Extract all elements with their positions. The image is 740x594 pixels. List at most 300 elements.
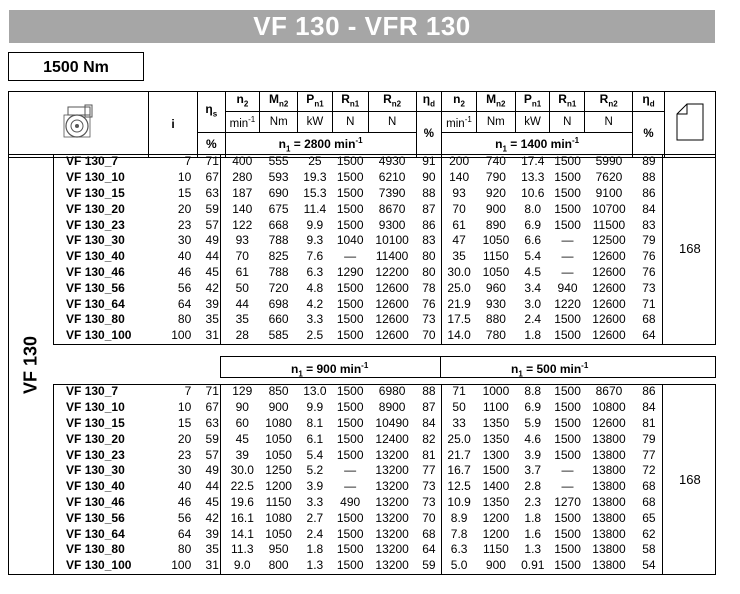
- value-cell: 1500: [554, 217, 581, 232]
- value-cell: 23: [177, 447, 192, 462]
- value-cell: 73: [422, 494, 436, 509]
- model-cell: VF 130_40: [66, 479, 125, 494]
- value-cell: 81: [642, 415, 656, 430]
- value-cell: 83: [642, 217, 656, 232]
- row-ref-spacer: [665, 431, 716, 447]
- value-cell: 25.0: [447, 431, 471, 446]
- row-ref-spacer: [665, 384, 716, 400]
- value-cell: 13800: [592, 558, 626, 573]
- value-cell: 35: [452, 249, 466, 264]
- row-spacer: [8, 233, 54, 249]
- value-cell: 64: [177, 296, 192, 311]
- value-cell: 21.7: [447, 447, 471, 462]
- value-cell: 3.4: [524, 280, 542, 295]
- model-cell: VF 130_15: [66, 415, 125, 430]
- value-cell: 84: [642, 201, 656, 216]
- value-cell: 59: [205, 431, 219, 446]
- n2-header-a: $n_2$: [225, 92, 260, 112]
- row-ref-spacer: [665, 233, 716, 249]
- value-cell: 88: [422, 384, 436, 399]
- value-cell: 35: [205, 312, 219, 327]
- header-table: [8, 91, 716, 158]
- value-cell: 87: [422, 201, 436, 216]
- value-cell: 67: [205, 170, 219, 185]
- table-row: [8, 558, 716, 574]
- value-cell: 1050: [265, 447, 292, 462]
- value-cell: 30.0: [447, 264, 471, 279]
- table-row: [8, 447, 716, 463]
- value-cell: 4.6: [524, 431, 542, 446]
- value-cell: 30.0: [230, 463, 254, 478]
- value-cell: 1.3: [524, 542, 542, 557]
- value-cell: 13800: [592, 494, 626, 509]
- value-cell: 86: [642, 384, 656, 399]
- value-cell: 87: [422, 400, 436, 415]
- value-cell: 7: [184, 154, 192, 169]
- model-cell: VF 130_7: [66, 154, 119, 169]
- value-cell: 9300: [378, 217, 406, 232]
- value-cell: 11500: [592, 217, 626, 232]
- value-cell: 4930: [378, 154, 406, 169]
- value-cell: 1050: [265, 526, 292, 541]
- value-cell: 83: [422, 233, 436, 248]
- model-cell: VF 130_64: [66, 526, 125, 541]
- value-cell: 12600: [375, 312, 409, 327]
- value-cell: 675: [268, 201, 289, 216]
- value-cell: 1500: [336, 400, 364, 415]
- value-cell: 39: [235, 447, 249, 462]
- value-cell: 1500: [336, 431, 364, 446]
- value-cell: 56: [177, 510, 192, 525]
- value-cell: 12400: [375, 431, 409, 446]
- speed-bar-divider: [440, 356, 441, 378]
- value-cell: 10800: [592, 400, 626, 415]
- table-row: [8, 495, 716, 511]
- series-side-label: VF 130: [8, 154, 53, 575]
- unit-pct-b: %: [633, 112, 665, 157]
- value-cell: 70: [422, 510, 436, 525]
- model-cell: VF 130_15: [66, 185, 125, 200]
- value-cell: 44: [235, 296, 249, 311]
- value-cell: 60: [235, 415, 249, 430]
- value-cell: 42: [205, 280, 219, 295]
- row-spacer: [8, 280, 54, 296]
- value-cell: 100: [171, 558, 192, 573]
- table-row: [8, 233, 716, 249]
- value-cell: 61: [235, 264, 249, 279]
- n2-header-b: $n_2$: [442, 92, 477, 112]
- value-cell: 76: [422, 296, 436, 311]
- value-cell: 880: [485, 312, 506, 327]
- row-ref-spacer: [665, 217, 716, 233]
- model-cell: VF 130_56: [66, 510, 125, 525]
- value-cell: 720: [268, 280, 289, 295]
- value-cell: 6.6: [524, 233, 542, 248]
- row-spacer: [8, 416, 54, 432]
- table-row: [8, 249, 716, 265]
- value-cell: 1350: [482, 431, 510, 446]
- value-cell: 10490: [375, 415, 409, 430]
- value-cell: 1150: [483, 542, 509, 557]
- row-ref-spacer: [665, 154, 716, 170]
- value-cell: 1500: [336, 415, 364, 430]
- table-row: [8, 542, 716, 558]
- value-cell: 9.0: [233, 558, 251, 573]
- value-cell: 67: [205, 400, 219, 415]
- model-cell: VF 130_40: [66, 249, 125, 264]
- model-cell: VF 130_100: [66, 328, 132, 343]
- value-cell: 73: [422, 479, 436, 494]
- row-ref-spacer: [665, 280, 716, 296]
- value-cell: 1500: [336, 280, 364, 295]
- unit-nm-b: Nm: [476, 112, 515, 133]
- value-cell: 70: [452, 201, 466, 216]
- value-cell: 1350: [482, 494, 510, 509]
- value-cell: 1050: [482, 264, 510, 279]
- row-ref-spacer: [665, 249, 716, 265]
- value-cell: 2.7: [306, 510, 324, 525]
- value-cell: 1500: [482, 463, 510, 478]
- value-cell: 900: [485, 201, 506, 216]
- value-cell: —: [561, 233, 574, 248]
- value-cell: 788: [268, 264, 289, 279]
- value-cell: 44: [205, 249, 219, 264]
- value-cell: 1500: [336, 154, 364, 169]
- value-cell: 39: [205, 526, 219, 541]
- value-cell: 19.6: [230, 494, 254, 509]
- pn1-header-a: $P_{n1}$: [298, 92, 333, 112]
- unit-n2-a: N: [368, 112, 416, 133]
- value-cell: 660: [268, 312, 289, 327]
- value-cell: 1100: [483, 400, 509, 415]
- row-ref-spacer: [665, 296, 716, 312]
- row-spacer: [8, 400, 54, 416]
- value-cell: 10700: [592, 201, 626, 216]
- value-cell: 80: [177, 312, 192, 327]
- value-cell: 850: [268, 384, 289, 399]
- value-cell: 12600: [375, 296, 409, 311]
- value-cell: 45: [205, 494, 219, 509]
- speed-1400-label: $n_1 = 1400$ $\min^{-1}$: [442, 133, 633, 157]
- value-cell: 6210: [378, 170, 406, 185]
- table-row: [8, 479, 716, 495]
- value-cell: 800: [268, 558, 289, 573]
- model-cell: VF 130_100: [66, 558, 132, 573]
- value-cell: 59: [205, 201, 219, 216]
- value-cell: 90: [422, 170, 436, 185]
- value-cell: 585: [268, 328, 289, 343]
- table-row: [8, 296, 716, 312]
- value-cell: 57: [205, 447, 219, 462]
- value-cell: 930: [485, 296, 506, 311]
- value-cell: 790: [485, 170, 506, 185]
- value-cell: 82: [422, 431, 436, 446]
- model-cell: VF 130_80: [66, 542, 125, 557]
- value-cell: 8900: [378, 400, 406, 415]
- value-cell: 780: [485, 328, 506, 343]
- value-cell: 960: [485, 280, 506, 295]
- value-cell: 40: [177, 249, 192, 264]
- value-cell: 9.3: [306, 233, 324, 248]
- value-cell: 33: [452, 415, 466, 430]
- value-cell: 13800: [592, 431, 626, 446]
- value-cell: 14.1: [230, 526, 254, 541]
- value-cell: 30: [177, 233, 192, 248]
- value-cell: —: [561, 249, 574, 264]
- value-cell: 21.9: [447, 296, 471, 311]
- value-cell: 1050: [265, 431, 292, 446]
- row-ref-spacer: [665, 510, 716, 526]
- value-cell: 88: [642, 170, 656, 185]
- unit-nm-a: Nm: [260, 112, 298, 133]
- value-cell: 900: [268, 400, 289, 415]
- value-cell: 1220: [554, 296, 581, 311]
- value-cell: 5.2: [306, 463, 324, 478]
- value-cell: 71: [205, 154, 219, 169]
- value-cell: 3.3: [306, 312, 324, 327]
- page-ref-top: 168: [679, 241, 701, 256]
- unit-n1-b: N: [550, 112, 585, 133]
- row-spacer: [8, 201, 54, 217]
- value-cell: 1500: [336, 185, 364, 200]
- row-ref-spacer: [665, 542, 716, 558]
- value-cell: 71: [642, 296, 656, 311]
- value-cell: 8.0: [524, 201, 542, 216]
- value-cell: 1500: [554, 542, 581, 557]
- value-cell: 13200: [375, 479, 409, 494]
- value-cell: 79: [642, 233, 656, 248]
- mn2-header-b: $M_{n2}$: [476, 92, 515, 112]
- value-cell: 45: [235, 431, 249, 446]
- unit-min-b: $\min^{-1}$: [442, 112, 477, 133]
- value-cell: 49: [205, 233, 219, 248]
- value-cell: 1300: [482, 447, 510, 462]
- value-cell: 5.4: [524, 249, 542, 264]
- value-cell: 940: [557, 280, 578, 295]
- rn2-header-a: $R_{n2}$: [368, 92, 416, 112]
- row-spacer: [8, 495, 54, 511]
- value-cell: 17.5: [447, 312, 471, 327]
- unit-kw-b: kW: [515, 112, 550, 133]
- value-cell: 1500: [554, 328, 581, 343]
- value-cell: 15: [177, 185, 192, 200]
- row-ref-spacer: [665, 479, 716, 495]
- row-spacer: [8, 186, 54, 202]
- value-cell: 71: [205, 384, 219, 399]
- value-cell: 100: [171, 328, 192, 343]
- value-cell: 400: [232, 154, 253, 169]
- value-cell: 6.1: [306, 431, 324, 446]
- value-cell: 15.3: [303, 185, 327, 200]
- value-cell: 68: [422, 526, 436, 541]
- value-cell: 58: [642, 542, 656, 557]
- ratio-header: i: [148, 92, 197, 158]
- value-cell: —: [344, 249, 357, 264]
- value-cell: 1080: [265, 510, 292, 525]
- value-cell: 1500: [554, 170, 581, 185]
- sep-upper: [220, 154, 221, 345]
- value-cell: 3.9: [524, 447, 542, 462]
- value-cell: 20: [177, 201, 192, 216]
- table-row: [8, 265, 716, 281]
- row-spacer: [8, 447, 54, 463]
- value-cell: 1040: [336, 233, 364, 248]
- row-spacer: [8, 328, 54, 344]
- table-row: [8, 400, 716, 416]
- value-cell: 15: [177, 415, 192, 430]
- row-spacer: [8, 170, 54, 186]
- value-cell: 2.4: [524, 312, 542, 327]
- value-cell: 25.0: [447, 280, 471, 295]
- speed-bar-lower: [220, 356, 716, 378]
- value-cell: 1150: [265, 494, 292, 509]
- value-cell: 7.6: [306, 249, 324, 264]
- data-table-upper: [8, 154, 716, 344]
- value-cell: 91: [422, 154, 436, 169]
- value-cell: 13200: [375, 510, 409, 525]
- model-cell: VF 130_20: [66, 431, 125, 446]
- value-cell: 1500: [554, 526, 581, 541]
- torque-label: 1500 Nm: [8, 52, 144, 81]
- value-cell: 668: [268, 217, 289, 232]
- mn2-header-a: $M_{n2}$: [260, 92, 298, 112]
- value-cell: 12600: [592, 328, 626, 343]
- value-cell: 2.5: [306, 328, 324, 343]
- row-ref-spacer: [665, 447, 716, 463]
- value-cell: 1270: [554, 494, 581, 509]
- value-cell: 2.4: [306, 526, 324, 541]
- model-cell: VF 130_10: [66, 400, 125, 415]
- value-cell: 4.2: [306, 296, 324, 311]
- value-cell: 5.0: [450, 558, 468, 573]
- value-cell: 1500: [336, 328, 364, 343]
- value-cell: 13.0: [303, 384, 327, 399]
- row-spacer: [8, 526, 54, 542]
- value-cell: 23: [177, 217, 192, 232]
- value-cell: 72: [642, 463, 656, 478]
- value-cell: 68: [642, 312, 656, 327]
- value-cell: 900: [485, 558, 506, 573]
- value-cell: 1500: [554, 558, 581, 573]
- row-ref-spacer: [665, 463, 716, 479]
- value-cell: 2.8: [524, 479, 542, 494]
- value-cell: 6.3: [450, 542, 468, 557]
- page-icon-cell: [664, 92, 715, 158]
- value-cell: 129: [232, 384, 253, 399]
- value-cell: 93: [235, 233, 249, 248]
- row-ref-spacer: [665, 312, 716, 328]
- model-cell: VF 130_30: [66, 463, 125, 478]
- value-cell: 73: [642, 280, 656, 295]
- value-cell: 45: [205, 264, 219, 279]
- value-cell: 17.4: [521, 154, 545, 169]
- value-cell: 1500: [336, 542, 364, 557]
- value-cell: 1500: [336, 384, 364, 399]
- row-ref-spacer: [665, 495, 716, 511]
- row-spacer: [8, 510, 54, 526]
- table-row: [8, 217, 716, 233]
- value-cell: 10: [177, 400, 192, 415]
- value-cell: 46: [177, 264, 192, 279]
- value-cell: 122: [232, 217, 253, 232]
- value-cell: 9.9: [306, 217, 324, 232]
- value-cell: 84: [422, 415, 436, 430]
- value-cell: 30: [177, 463, 192, 478]
- model-cell: VF 130_23: [66, 447, 125, 462]
- value-cell: 13200: [375, 494, 409, 509]
- value-cell: 1.8: [524, 328, 542, 343]
- value-cell: 49: [205, 463, 219, 478]
- value-cell: 6.9: [524, 217, 542, 232]
- rn2-header-b: $R_{n2}$: [585, 92, 633, 112]
- model-cell: VF 130_64: [66, 296, 125, 311]
- static-efficiency-unit: %: [198, 133, 226, 157]
- value-cell: 7: [184, 384, 192, 399]
- model-cell: VF 130_10: [66, 170, 125, 185]
- value-cell: 42: [205, 510, 219, 525]
- value-cell: 59: [422, 558, 436, 573]
- value-cell: 690: [268, 185, 289, 200]
- value-cell: 1500: [336, 526, 364, 541]
- page-ref-bottom: 168: [679, 472, 701, 487]
- row-ref-spacer: [665, 186, 716, 202]
- value-cell: 65: [642, 510, 656, 525]
- value-cell: 13200: [375, 558, 409, 573]
- value-cell: 22.5: [230, 479, 254, 494]
- static-efficiency-header: $\eta_s$: [198, 92, 226, 133]
- model-cell: VF 130_46: [66, 494, 125, 509]
- value-cell: 3.3: [306, 494, 324, 509]
- value-cell: 13200: [375, 526, 409, 541]
- value-cell: 13800: [592, 463, 626, 478]
- value-cell: 68: [642, 494, 656, 509]
- model-cell: VF 130_20: [66, 201, 125, 216]
- value-cell: 12.5: [447, 479, 471, 494]
- value-cell: 35: [235, 312, 249, 327]
- value-cell: 90: [235, 400, 249, 415]
- value-cell: 1500: [336, 558, 364, 573]
- pn1-header-b: $P_{n1}$: [515, 92, 550, 112]
- value-cell: 1500: [554, 510, 581, 525]
- table-row: [8, 186, 716, 202]
- value-cell: 1.8: [524, 510, 542, 525]
- value-cell: 50: [452, 400, 466, 415]
- value-cell: —: [561, 264, 574, 279]
- value-cell: 6980: [378, 384, 406, 399]
- value-cell: 920: [485, 185, 506, 200]
- speed-900-label: $n_1 = 900$ $\min^{-1}$: [291, 361, 369, 379]
- data-table-lower: [8, 384, 716, 574]
- value-cell: 187: [232, 185, 253, 200]
- value-cell: 7390: [378, 185, 406, 200]
- value-cell: 200: [449, 154, 470, 169]
- value-cell: 3.7: [524, 463, 542, 478]
- value-cell: 5990: [595, 154, 623, 169]
- value-cell: 1250: [265, 463, 292, 478]
- row-spacer: [8, 249, 54, 265]
- value-cell: 10.9: [447, 494, 471, 509]
- value-cell: 0.91: [521, 558, 545, 573]
- unit-n1-a: N: [332, 112, 368, 133]
- etad-header-b: $\eta_d$: [633, 92, 665, 112]
- value-cell: 12200: [375, 264, 409, 279]
- value-cell: 8.1: [306, 415, 324, 430]
- value-cell: 140: [449, 170, 470, 185]
- value-cell: 12600: [592, 264, 626, 279]
- value-cell: 1500: [336, 201, 364, 216]
- value-cell: 86: [422, 217, 436, 232]
- value-cell: 46: [177, 494, 192, 509]
